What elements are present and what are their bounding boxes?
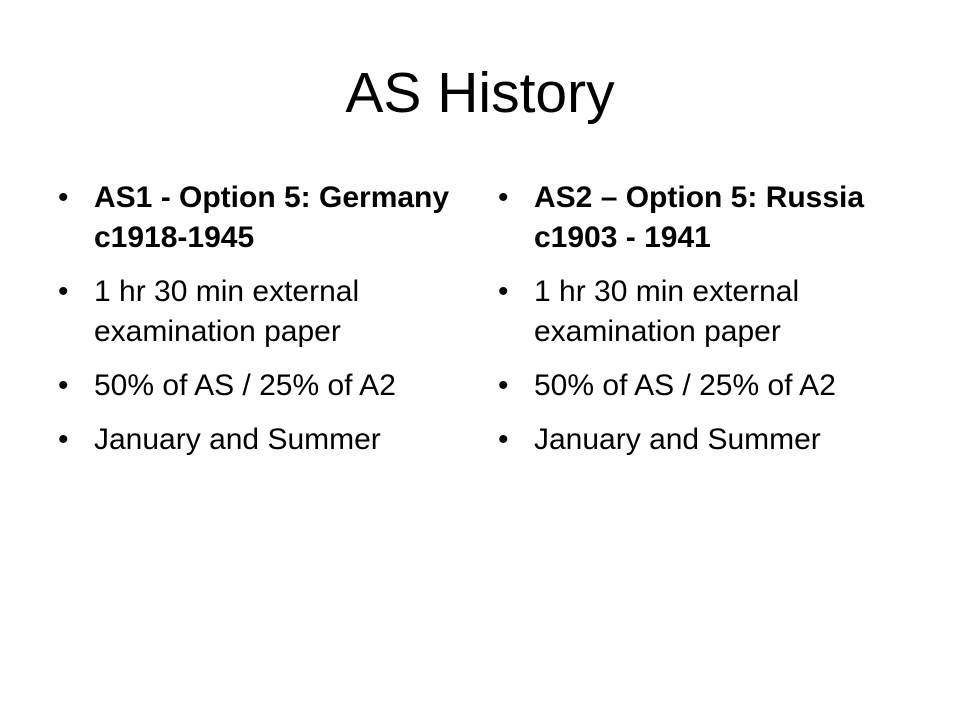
list-item xyxy=(498,366,898,406)
bullet-text: AS1 - Option 5: Germany c1918-1945 xyxy=(94,181,450,254)
bullet-text: 1 hr 30 min external examination paper xyxy=(534,275,800,348)
list-item xyxy=(498,420,898,460)
left-column-list xyxy=(58,178,458,474)
bullet-icon: • xyxy=(58,369,69,402)
bullet-text: 50% of AS / 25% of A2 xyxy=(534,369,836,402)
bullet-icon: • xyxy=(498,423,509,456)
list-item xyxy=(58,272,458,352)
bullet-icon: • xyxy=(58,181,69,214)
bullet-icon: • xyxy=(58,423,69,456)
slide-title: AS History xyxy=(345,61,615,125)
bullet-text: 1 hr 30 min external examination paper xyxy=(94,275,360,348)
list-item xyxy=(498,272,898,352)
bullet-text: January and Summer xyxy=(94,423,381,456)
bullet-icon: • xyxy=(498,275,509,308)
bullet-text: January and Summer xyxy=(534,423,821,456)
list-item xyxy=(58,420,458,460)
right-column-list xyxy=(498,178,898,474)
bullet-text: AS2 – Option 5: Russia c1903 - 1941 xyxy=(534,181,865,254)
list-item xyxy=(58,366,458,406)
bullet-text: 50% of AS / 25% of A2 xyxy=(94,369,396,402)
bullet-icon: • xyxy=(498,181,509,214)
list-item xyxy=(498,178,898,258)
bullet-icon: • xyxy=(498,369,509,402)
bullet-icon: • xyxy=(58,275,69,308)
list-item xyxy=(58,178,458,258)
